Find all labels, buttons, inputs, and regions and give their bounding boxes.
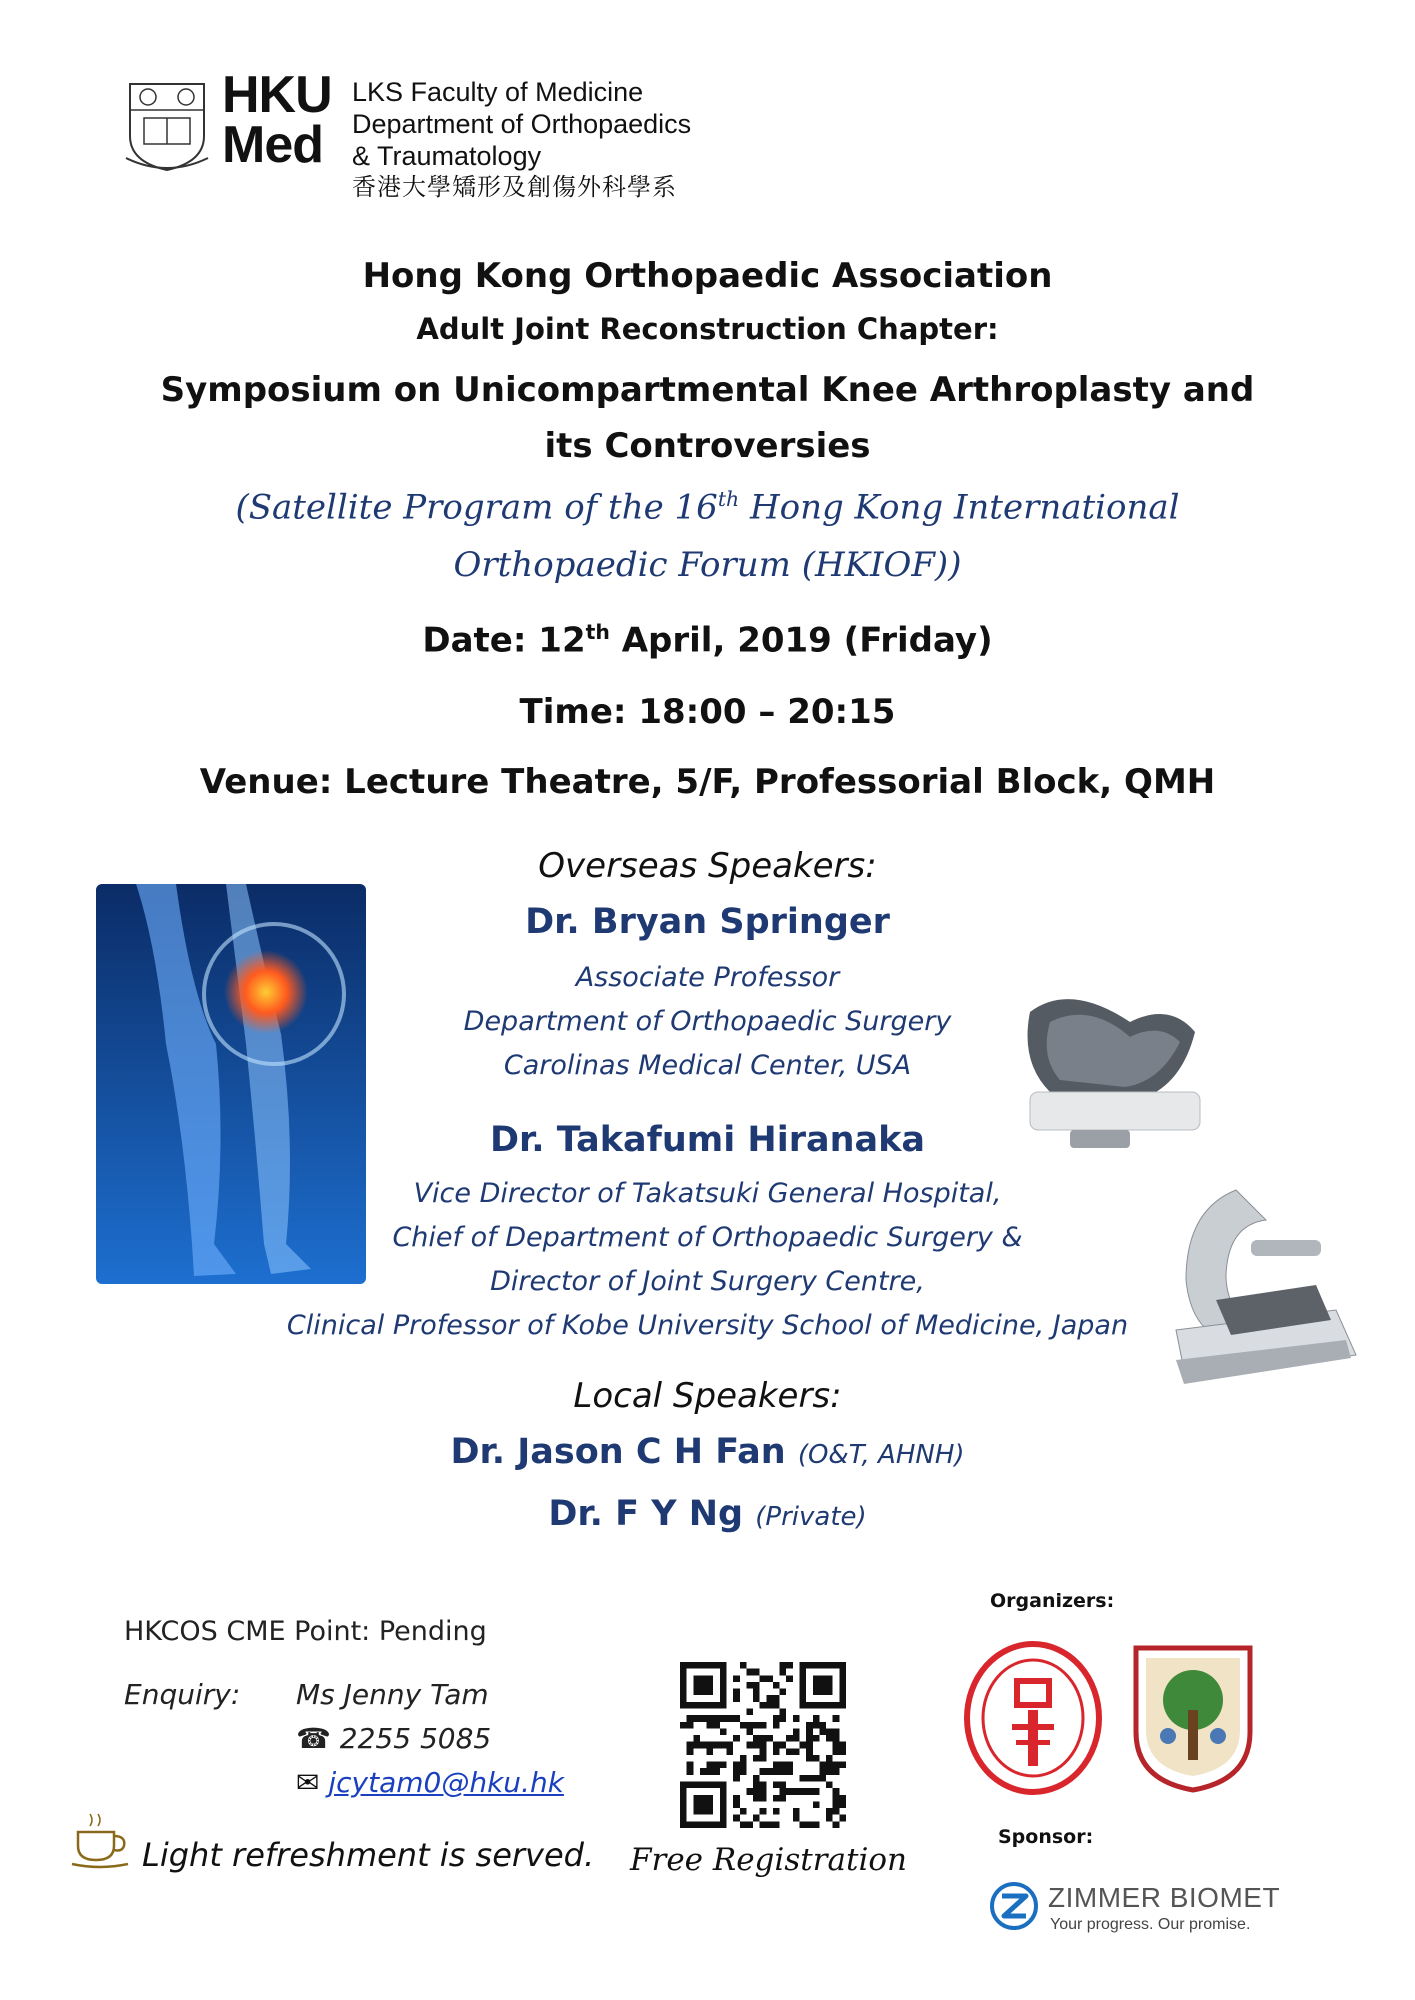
phone-icon: ☎ bbox=[296, 1722, 331, 1755]
coffee-cup-icon bbox=[68, 1810, 132, 1870]
symposium-title: Symposium on Unicompartmental Knee Arthroplasty and its Controversies bbox=[160, 370, 1255, 466]
event-date: Date: 12th April, 2019 (Friday) bbox=[422, 620, 993, 661]
speaker-roles: Associate Professor Department of Orthopaedic Surgery Carolinas Medical Center, USA bbox=[463, 962, 952, 1081]
sponsor-tagline: Your progress. Our promise. bbox=[1050, 1916, 1251, 1933]
satellite-program: (Satellite Program of the 16th Hong Kong International Orthopaedic Forum (HKIOF)) bbox=[235, 487, 1180, 586]
hk-orthopaedic-association-logo bbox=[1128, 1640, 1258, 1796]
envelope-icon: ✉ bbox=[296, 1766, 320, 1799]
organizers-label: Organizers: bbox=[990, 1590, 1115, 1612]
event-time: Time: 18:00 – 20:15 bbox=[519, 692, 896, 732]
registration-qr-code[interactable] bbox=[680, 1662, 846, 1828]
local-speaker: Dr. Jason C H Fan (O&T, AHNH) bbox=[450, 1432, 965, 1472]
free-registration-label: Free Registration bbox=[630, 1842, 907, 1878]
enquiry-email bbox=[296, 1766, 564, 1799]
association-title: Hong Kong Orthopaedic Association bbox=[362, 256, 1053, 296]
speaker-roles: Vice Director of Takatsuki General Hospital, Chief of Department of Orthopaedic Surgery & Director of Joint Surgery Centre, Clinical Professor of Kobe University School of Medicine, Japan bbox=[286, 1178, 1129, 1341]
department-line-2: & Traumatology bbox=[352, 141, 542, 171]
hku-med-wordmark: HKU Med bbox=[222, 66, 332, 174]
chapter-title: Adult Joint Reconstruction Chapter: bbox=[416, 312, 999, 346]
enquiry-contact-name: Ms Jenny Tam bbox=[296, 1678, 489, 1711]
refreshment-note: Light refreshment is served. bbox=[142, 1836, 595, 1874]
department-line-1: Department of Orthopaedics bbox=[352, 109, 692, 139]
local-speaker: Dr. F Y Ng (Private) bbox=[548, 1494, 867, 1534]
zimmer-biomet-logo-icon bbox=[990, 1882, 1038, 1930]
local-speakers-label: Local Speakers: bbox=[573, 1376, 842, 1416]
overseas-speakers-label: Overseas Speakers: bbox=[538, 846, 877, 886]
event-venue: Venue: Lecture Theatre, 5/F, Professorial Block, QMH bbox=[199, 762, 1216, 802]
enquiry-phone bbox=[296, 1722, 491, 1755]
enquiry-label: Enquiry: bbox=[124, 1678, 241, 1711]
speaker-name: Dr. Takafumi Hiranaka bbox=[489, 1120, 926, 1160]
phone-number: 2255 5085 bbox=[339, 1722, 492, 1755]
cme-point: HKCOS CME Point: Pending bbox=[124, 1616, 487, 1647]
department-chinese: 香港大學矯形及創傷外科學系 bbox=[352, 174, 677, 201]
sponsor-label: Sponsor: bbox=[998, 1826, 1094, 1848]
faculty-department-block bbox=[352, 76, 691, 204]
sponsor-name: ZIMMER BIOMET bbox=[1048, 1882, 1281, 1913]
hku-crest-logo bbox=[124, 78, 210, 174]
email-link[interactable]: jcytam0@hku.hk bbox=[328, 1766, 564, 1799]
faculty-name: LKS Faculty of Medicine bbox=[352, 77, 644, 107]
speaker-name: Dr. Bryan Springer bbox=[525, 902, 890, 942]
hku-orthopaedics-organizer-logo bbox=[962, 1640, 1104, 1796]
